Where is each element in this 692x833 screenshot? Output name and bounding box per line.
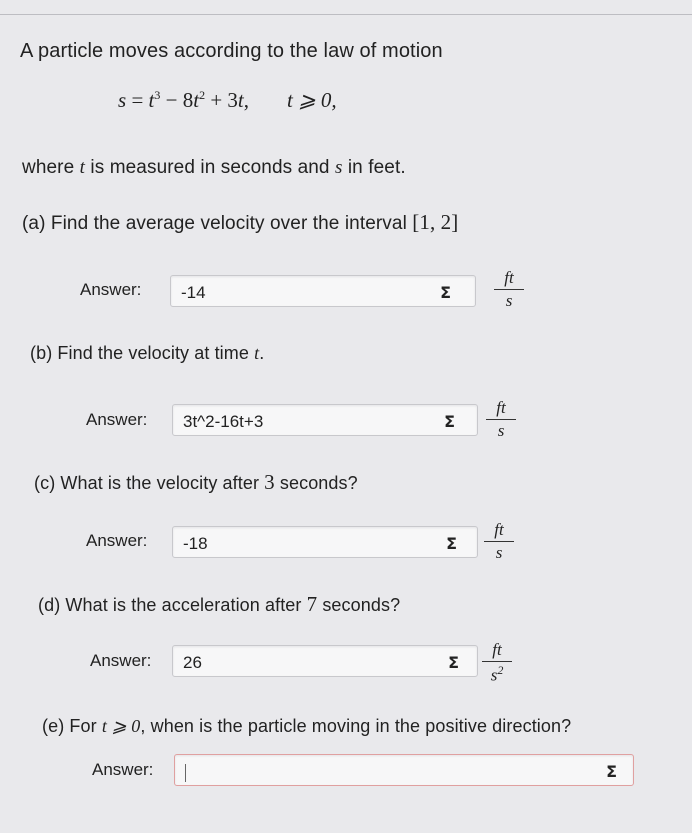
part-c-answer-value: -18 — [183, 534, 208, 553]
part-e-answer-label: Answer: — [92, 760, 154, 779]
part-a-answer-label: Answer: — [80, 280, 142, 299]
sigma-icon[interactable]: Σ — [440, 283, 451, 302]
part-b-answer-value: 3t^2-16t+3 — [183, 412, 264, 431]
text-cursor — [185, 764, 186, 782]
part-d-answer-input[interactable] — [172, 645, 478, 677]
sigma-icon[interactable]: Σ — [606, 762, 617, 781]
top-divider — [0, 14, 692, 15]
part-c-unit: $\frac{ft}{s}$ — [484, 520, 514, 563]
part-d-unit: $\frac{ft}{s^2}$ — [482, 640, 512, 686]
sigma-icon[interactable]: Σ — [446, 534, 457, 553]
part-a-question: (a) Find the average velocity over the interval [1, 2] — [22, 210, 459, 234]
part-b-unit: $\frac{ft}{s}$ — [486, 398, 516, 441]
sigma-icon[interactable]: Σ — [448, 653, 459, 672]
part-e-question: (e) For t ⩾ 0, when is the particle moving in the positive direction? — [42, 716, 572, 736]
part-b-answer-input[interactable] — [172, 404, 478, 436]
part-c-answer-label: Answer: — [86, 531, 148, 550]
part-a-answer-input[interactable] — [170, 275, 476, 307]
part-b-answer-label: Answer: — [86, 410, 148, 429]
part-a-answer-value: -14 — [181, 283, 206, 302]
motion-equation: $s = t^3 - 8t^2 + 3t$, t ⩾ 0, — [118, 88, 337, 112]
part-b-question: (b) Find the velocity at time t. — [30, 343, 265, 363]
part-c-question: (c) What is the velocity after 3 seconds? — [34, 470, 358, 494]
problem-intro: A particle moves according to the law of motion — [20, 40, 443, 62]
part-d-question: (d) What is the acceleration after 7 seconds? — [38, 592, 401, 616]
part-d-answer-label: Answer: — [90, 651, 152, 670]
part-a-unit: $\frac{ft}{s}$ — [494, 268, 524, 311]
sigma-icon[interactable]: Σ — [444, 412, 455, 431]
where-statement: where t is measured in seconds and s in feet. — [22, 157, 406, 178]
part-c-answer-input[interactable] — [172, 526, 478, 558]
part-e-answer-input[interactable] — [174, 754, 634, 786]
part-d-answer-value: 26 — [183, 653, 202, 672]
